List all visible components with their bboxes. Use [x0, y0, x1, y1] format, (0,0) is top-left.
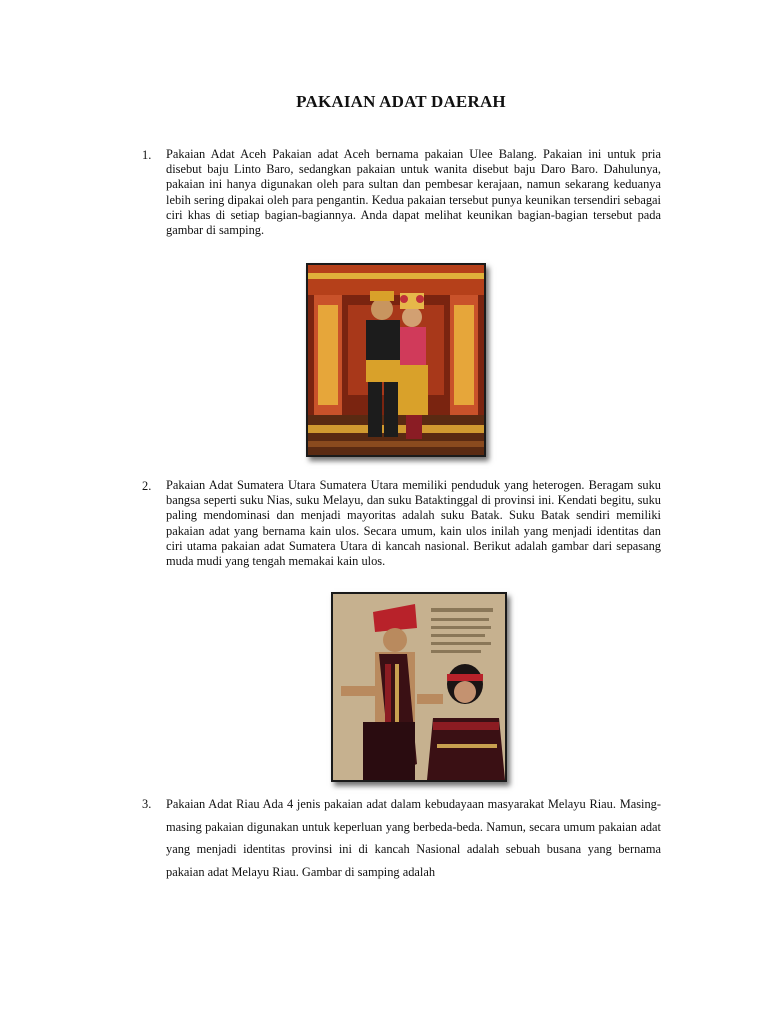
list-number-1: 1.: [142, 148, 152, 162]
paragraph-sumatera-utara: Pakaian Adat Sumatera Utara Sumatera Utara memiliki penduduk yang heterogen. Beragam suku bangsa seperti suku Nias, suku Melayu, dan suku Bataktinggal di provinsi ini. Kendati begitu, suku paling mendominasi dan menjadi mayoritas adalah suku Batak. Suku Batak sendiri memiliki pakaian adat yang bernama kain ulos. Secara umum, kain ulos inilah yang menjadi identitas dan ciri utama pakaian adat Sumatera Utara di kancah nasional. Berikut adalah gambar dari sepasang muda mudi yang tengah memakai kain ulos.: [166, 478, 661, 569]
aceh-wedding-image: [308, 265, 484, 455]
paragraph-riau: Pakaian Adat Riau Ada 4 jenis pakaian adat dalam kebudayaan masyarakat Melayu Riau. Masing-masing pakaian digunakan untuk keperluan yang berbeda-beda. Namun, secara umum pakaian adat yang menjadi identitas provinsi ini di kancah Nasional adalah sebuah busana yang bernama pakaian adat Melayu Riau. Gambar di samping adalah: [166, 797, 661, 879]
aceh-photo: [306, 263, 486, 457]
list-number-3: 3.: [142, 797, 152, 811]
batak-ulos-image: [333, 594, 505, 780]
list-number-2: 2.: [142, 479, 152, 493]
paragraph-aceh: Pakaian Adat Aceh Pakaian adat Aceh bernama pakaian Ulee Balang. Pakaian ini untuk pria disebut baju Linto Baro, sedangkan pakaian untuk wanita disebut baju Daro Baro. Dahulunya, pakaian ini hanya digunakan oleh para sultan dan pembesar kerajaan, namun sekarang keduanya lebih sering dipakai oleh para pengantin. Kedua pakaian tersebut punya keunikan tersendiri sebagai ciri khas di setiap bagian-bagiannya. Anda dapat melihat keunikan bagian-bagian tersebut pada gambar di samping.: [166, 147, 661, 238]
batak-photo: [331, 592, 507, 782]
page-title: PAKAIAN ADAT DAERAH: [296, 92, 506, 111]
